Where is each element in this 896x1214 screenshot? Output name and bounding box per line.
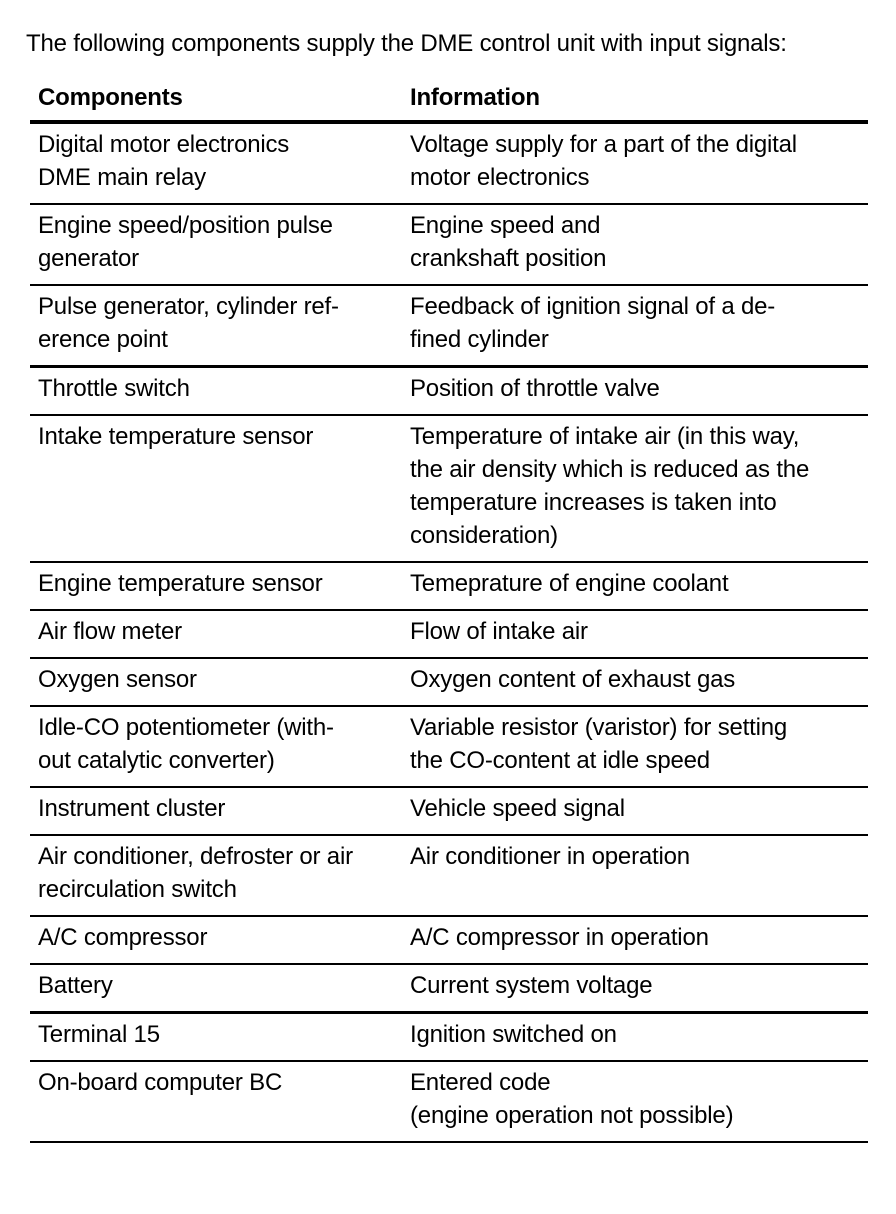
table-row <box>30 368 868 416</box>
information-line: Feedback of ignition signal of a de- <box>410 293 776 320</box>
component-cell <box>30 368 404 414</box>
component-line: Throttle switch <box>38 375 190 402</box>
table-row <box>30 707 868 788</box>
table-row <box>30 788 868 836</box>
component-cell <box>30 917 404 963</box>
table-row <box>30 416 868 563</box>
information-cell <box>404 124 868 203</box>
information-line: fined cylinder <box>410 326 549 353</box>
component-cell <box>30 707 404 786</box>
table-row <box>30 965 868 1014</box>
information-line: the air density which is reduced as the <box>410 456 810 483</box>
information-cell <box>404 659 868 705</box>
component-line: Digital motor electronics <box>38 131 290 158</box>
component-line: generator <box>38 245 139 272</box>
information-line: Vehicle speed signal <box>410 795 625 822</box>
component-line: Air flow meter <box>38 618 182 645</box>
information-line: Variable resistor (varistor) for setting <box>410 714 788 741</box>
component-line: On-board computer BC <box>38 1069 283 1096</box>
information-line: motor electronics <box>410 164 590 191</box>
information-cell <box>404 563 868 609</box>
component-line: Terminal 15 <box>38 1021 160 1048</box>
information-cell <box>404 205 868 284</box>
information-cell <box>404 286 868 365</box>
header-components: Components <box>38 84 183 111</box>
information-line: temperature increases is taken into <box>410 489 777 516</box>
information-cell <box>404 836 868 915</box>
component-line: Pulse generator, cylinder ref- <box>38 293 339 320</box>
table-row <box>30 1014 868 1062</box>
table-row <box>30 611 868 659</box>
information-line: Temeprature of engine coolant <box>410 570 729 597</box>
information-line: Position of throttle valve <box>410 375 660 402</box>
component-cell <box>30 563 404 609</box>
component-line: Engine speed/position pulse <box>38 212 333 239</box>
component-line: Engine temperature sensor <box>38 570 323 597</box>
component-line: Battery <box>38 972 113 999</box>
components-table <box>30 80 868 1143</box>
table-row <box>30 1062 868 1143</box>
information-line: Current system voltage <box>410 972 653 999</box>
table-header-row <box>30 80 868 124</box>
table-row <box>30 124 868 205</box>
component-cell <box>30 1062 404 1141</box>
header-information: Information <box>410 84 540 111</box>
component-line: Air conditioner, defroster or air <box>38 843 353 870</box>
information-line: A/C compressor in operation <box>410 924 709 951</box>
information-line: consideration) <box>410 522 558 549</box>
table-row <box>30 659 868 707</box>
information-line: Oxygen content of exhaust gas <box>410 666 736 693</box>
component-cell <box>30 416 404 561</box>
component-line: Instrument cluster <box>38 795 226 822</box>
component-cell <box>30 836 404 915</box>
component-line: Intake temperature sensor <box>38 423 314 450</box>
information-cell <box>404 416 868 561</box>
component-line: recirculation switch <box>38 876 237 903</box>
component-cell <box>30 205 404 284</box>
component-line: Oxygen sensor <box>38 666 197 693</box>
information-line: Ignition switched on <box>410 1021 617 1048</box>
information-cell <box>404 1062 868 1141</box>
information-cell <box>404 707 868 786</box>
information-line: crankshaft position <box>410 245 607 272</box>
component-cell <box>30 965 404 1011</box>
component-line: A/C compressor <box>38 924 208 951</box>
information-cell <box>404 611 868 657</box>
information-cell <box>404 917 868 963</box>
information-cell <box>404 788 868 834</box>
component-cell <box>30 788 404 834</box>
information-line: Entered code <box>410 1069 551 1096</box>
information-line: (engine operation not possible) <box>410 1102 734 1129</box>
information-cell <box>404 368 868 414</box>
information-cell <box>404 1014 868 1060</box>
table-row <box>30 836 868 917</box>
component-line: DME main relay <box>38 164 206 191</box>
information-line: Temperature of intake air (in this way, <box>410 423 800 450</box>
table-row <box>30 205 868 286</box>
component-cell <box>30 659 404 705</box>
component-line: erence point <box>38 326 168 353</box>
information-cell <box>404 965 868 1011</box>
table-row <box>30 563 868 611</box>
component-line: Idle-CO potentiometer (with- <box>38 714 334 741</box>
component-line: out catalytic converter) <box>38 747 275 774</box>
component-cell <box>30 286 404 365</box>
component-cell <box>30 611 404 657</box>
information-line: Voltage supply for a part of the digital <box>410 131 797 158</box>
table-row <box>30 286 868 368</box>
information-line: Air conditioner in operation <box>410 843 690 870</box>
intro-text: The following components supply the DME control unit with input signals: <box>26 30 787 57</box>
information-line: Flow of intake air <box>410 618 588 645</box>
table-row <box>30 917 868 965</box>
information-line: the CO-content at idle speed <box>410 747 710 774</box>
component-cell <box>30 1014 404 1060</box>
information-line: Engine speed and <box>410 212 601 239</box>
component-cell <box>30 124 404 203</box>
